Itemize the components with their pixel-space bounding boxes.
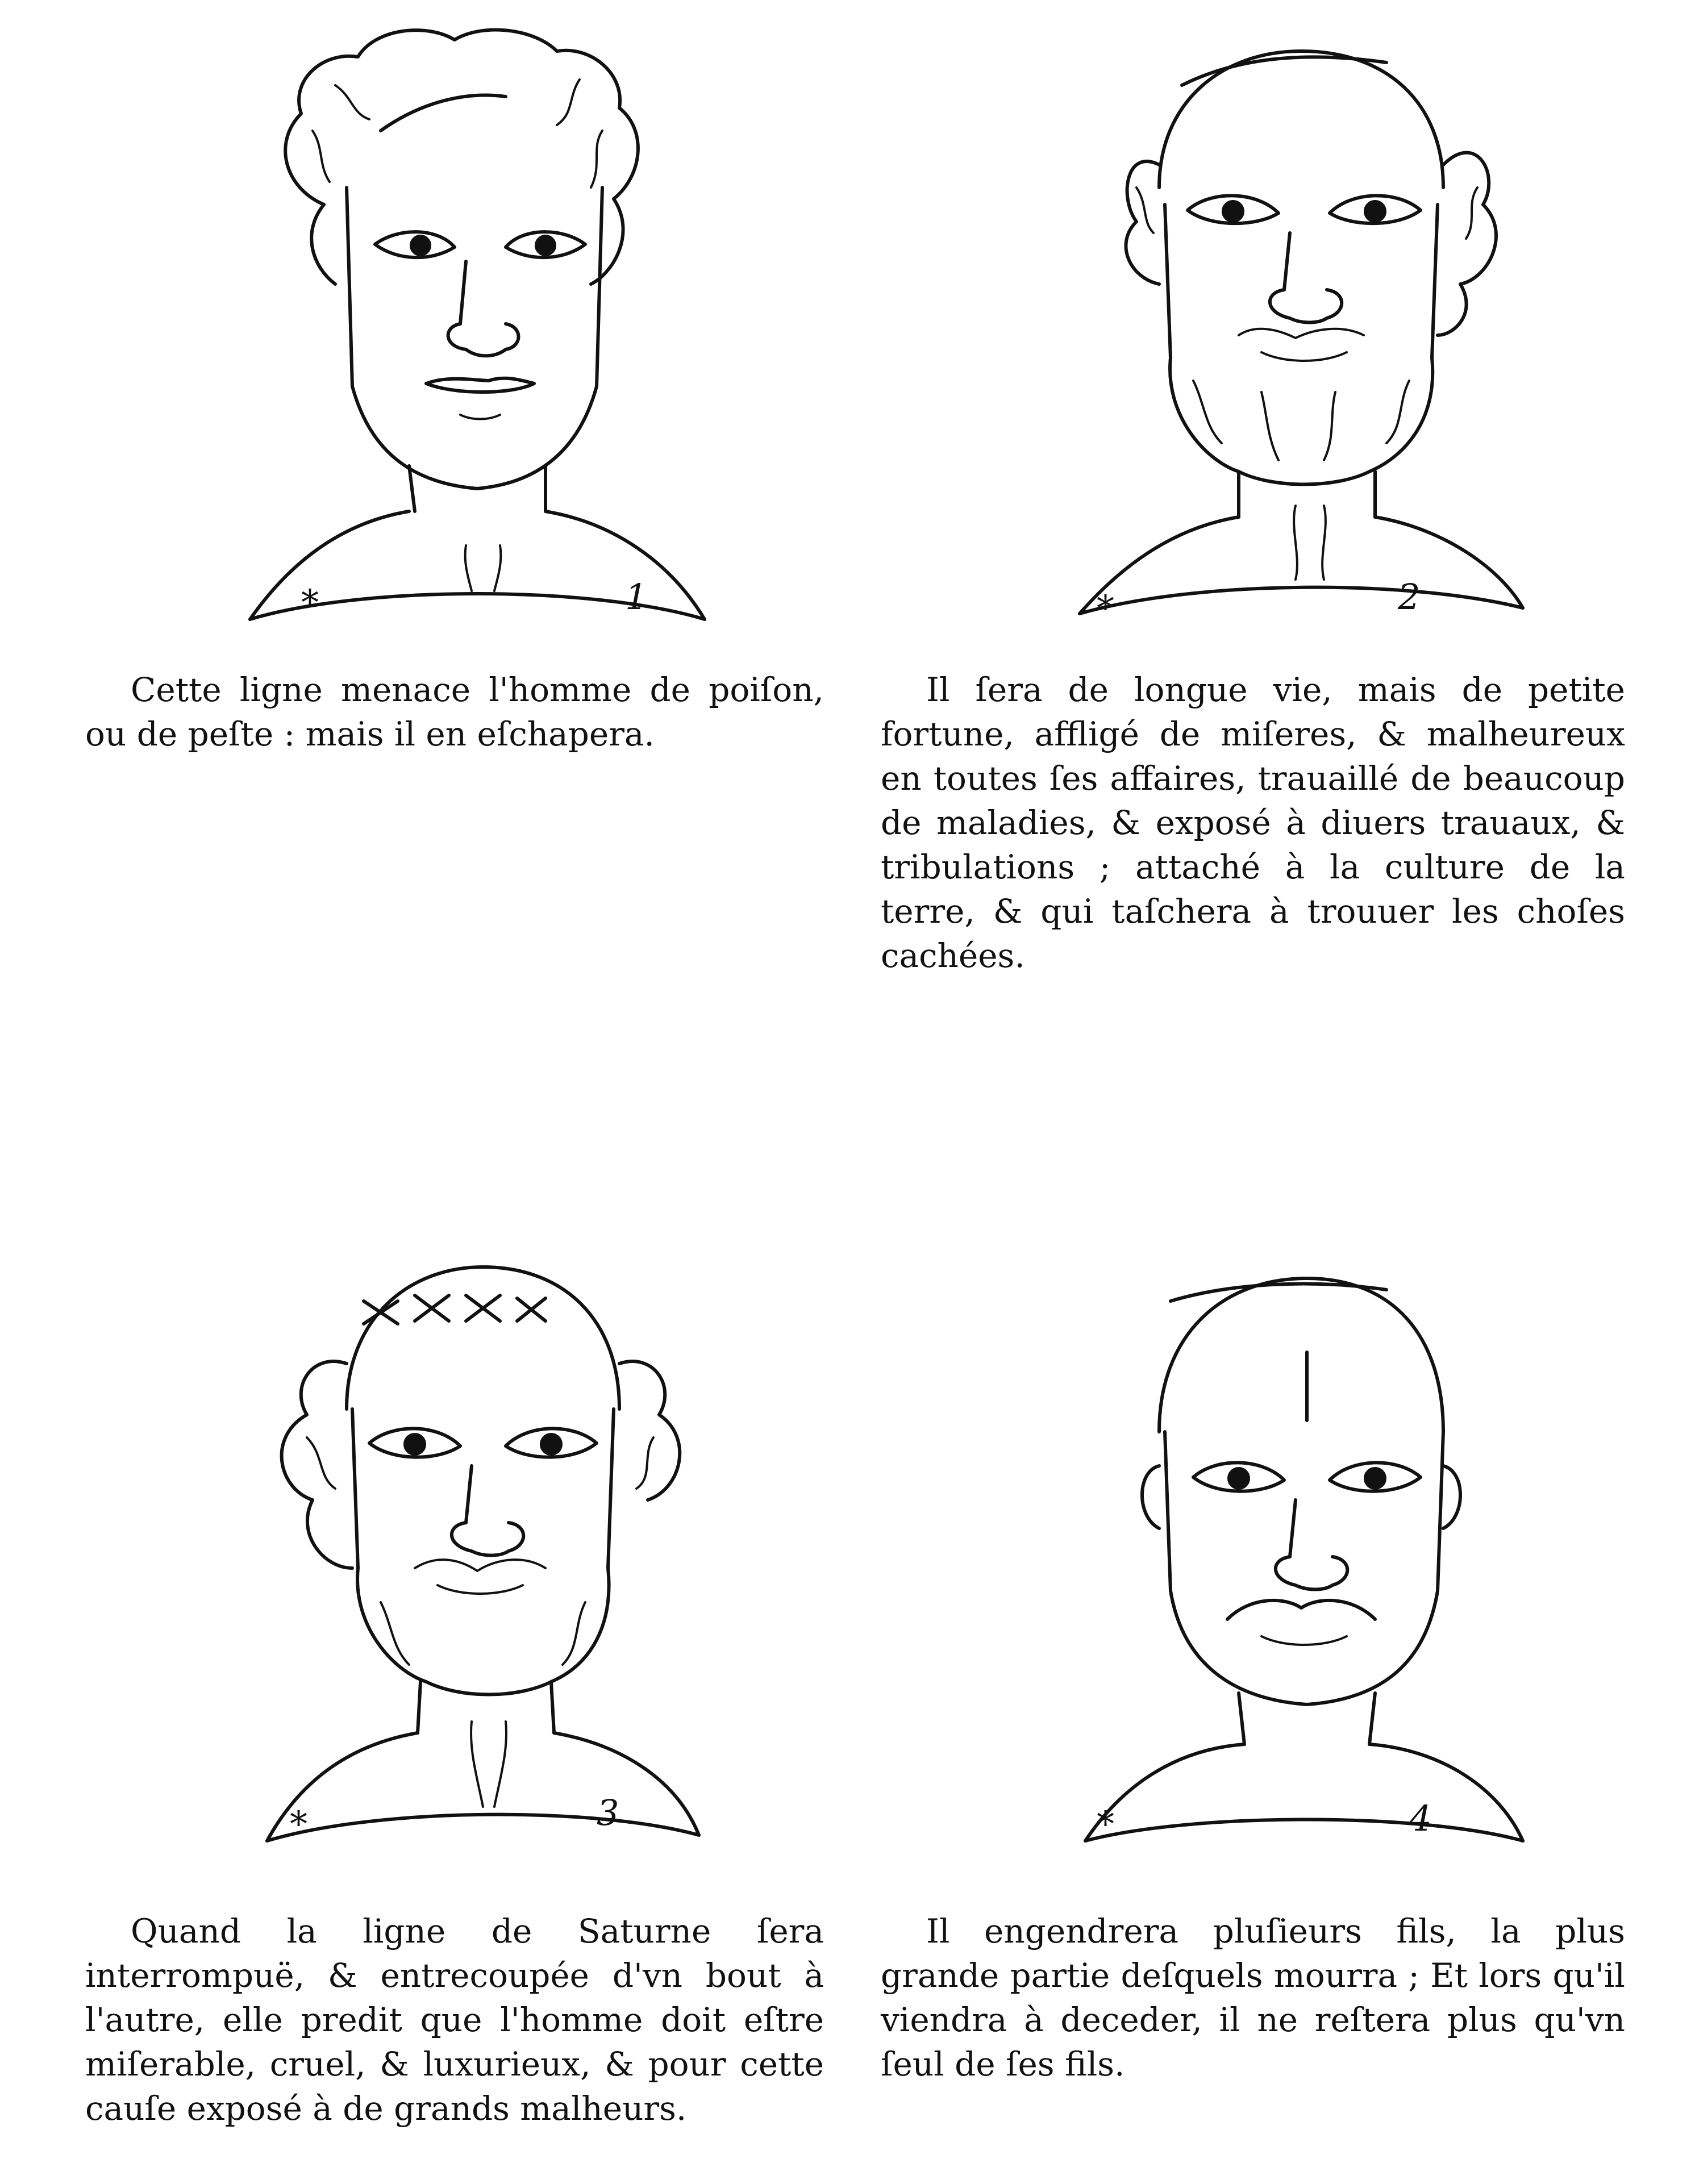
caption-figure-3: Quand la ligne de Saturne ſera interrompuë, & entrecoupée d'vn bout à l'autre, elle predit que l'homme doit eſtre miſerable, cruel, & luxurieux, & pour cette cauſe exposé à de grands malheurs. [85,1912,824,2128]
head-figure-1 [239,17,716,623]
head-figure-3 [244,1250,716,1847]
head-illustration-1 [239,17,716,623]
figure-star-4: * [1097,1803,1114,1845]
figure-star-3: * [290,1803,307,1845]
figure-number-3: 3 [597,1792,619,1833]
figure-star-1: * [301,582,319,623]
head-figure-2 [1068,17,1534,619]
caption-figure-2: Il ſera de longue vie, mais de petite fortune, affligé de miſeres, & malheureux en toutes ſes affaires, trauaillé de beaucoup de maladies, & exposé à diuers trauaux, & tribulations ; attaché à la culture de la terre, & qui taſchera à trouuer les choſes cachées. [881,670,1625,975]
head-illustration-2 [1068,17,1534,619]
caption-figure-1: Cette ligne menace l'homme de poiſon, ou de peſte : mais il en eſchapera. [85,670,824,753]
figure-number-2: 2 [1398,576,1421,618]
head-figure-4 [1068,1250,1534,1847]
caption-figure-4: Il engendrera pluſieurs fils, la plus grande partie deſquels mourra ; Et lors qu'il viendra à deceder, il ne reſtera plus qu'vn ſeul de ſes fils. [881,1912,1625,2083]
head-illustration-3 [244,1250,716,1847]
figure-number-1: 1 [625,576,648,618]
figure-star-2: * [1097,587,1114,629]
figure-number-4: 4 [1409,1798,1432,1839]
head-illustration-4 [1068,1250,1534,1847]
